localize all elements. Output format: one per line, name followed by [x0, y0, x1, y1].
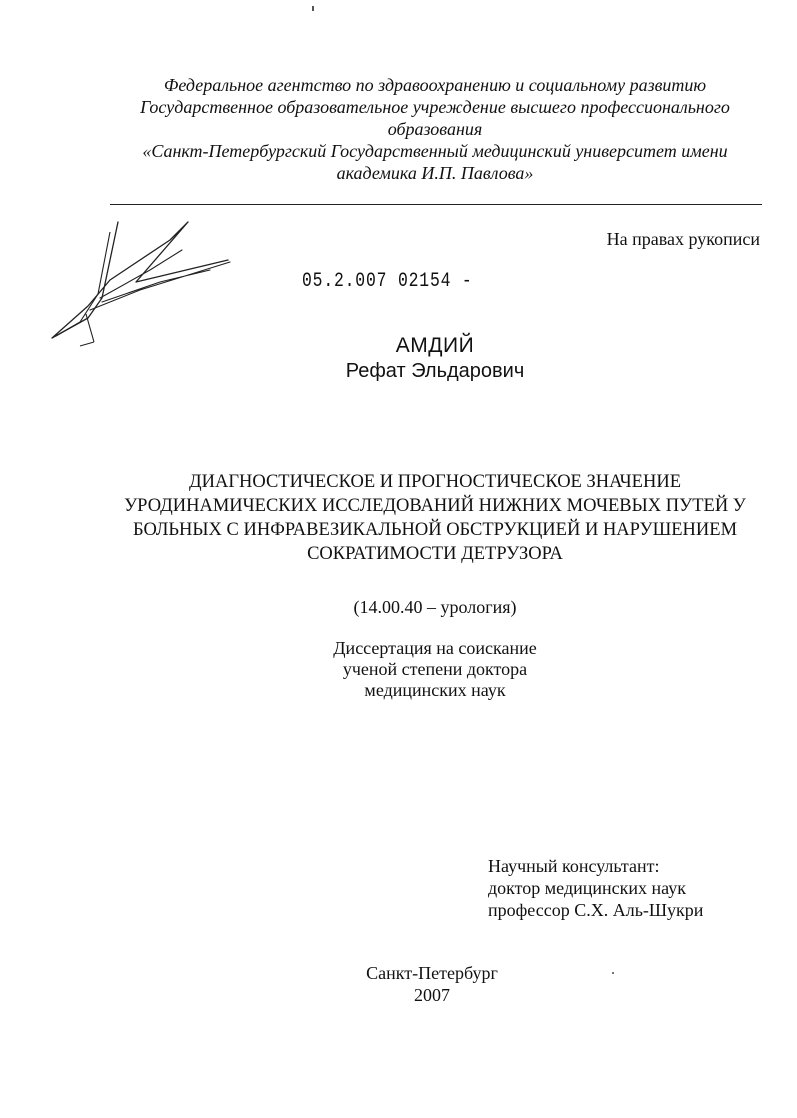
title-line: ДИАГНОСТИЧЕСКОЕ И ПРОГНОСТИЧЕСКОЕ ЗНАЧЕНИЕ — [188, 472, 682, 492]
scientific-consultant — [488, 855, 788, 921]
header-line-institution: Государственное образовательное учреждение высшего профессионального — [140, 97, 730, 117]
degree-line: ученой степени доктора — [342, 659, 528, 679]
rights-notice: На правах рукописи — [606, 229, 760, 249]
specialty-code: (14.00.40 – урология) — [353, 597, 517, 617]
header-line-university: «Санкт-Петербургский Государственный медицинский университет имени — [142, 141, 728, 161]
title-line: БОЛЬНЫХ С ИНФРАВЕЗИКАЛЬНОЙ ОБСТРУКЦИЕЙ И НАРУШЕНИЕМ — [132, 520, 738, 540]
degree-line: Диссертация на соискание — [333, 638, 537, 658]
consultant-label: Научный консультант: — [488, 856, 660, 876]
thesis-title — [100, 470, 770, 566]
header-divider — [110, 204, 762, 205]
header-line-education: образования — [387, 119, 483, 139]
header-line-academician: академика И.П. Павлова» — [336, 163, 534, 183]
header-line-ministry: Федеральное агентство по здравоохранению и социальному развитию — [163, 75, 707, 95]
consultant-degree: доктор медицинских наук — [488, 878, 686, 898]
consultant-name: профессор С.Х. Аль-Шукри — [488, 900, 704, 920]
registration-number: 05.2.007 02154 - — [302, 270, 473, 293]
handwritten-signature — [40, 210, 240, 350]
author-given-names: Рефат Эльдарович — [345, 360, 525, 382]
degree-statement — [0, 638, 797, 701]
title-line: СОКРАТИМОСТИ ДЕТРУЗОРА — [307, 544, 563, 564]
degree-line: медицинских наук — [364, 680, 506, 700]
organization-header — [110, 74, 760, 184]
title-line: УРОДИНАМИЧЕСКИХ ИССЛЕДОВАНИЙ НИЖНИХ МОЧЕВЫХ ПУТЕЙ У — [124, 496, 746, 516]
city: Санкт-Петербург — [366, 963, 498, 983]
author-surname: АМДИЙ — [395, 334, 475, 357]
place-and-date — [0, 962, 797, 1006]
year: 2007 — [414, 985, 450, 1005]
scan-mark — [312, 6, 314, 11]
